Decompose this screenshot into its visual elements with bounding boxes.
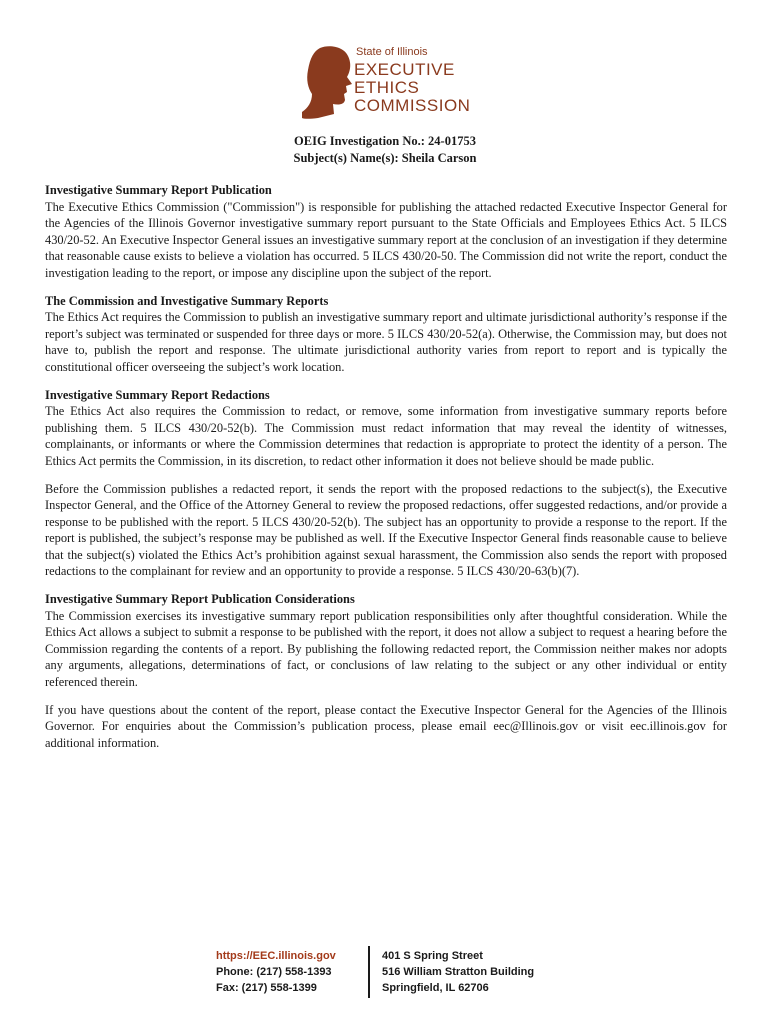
footer-divider	[368, 946, 370, 998]
investigation-number: OEIG Investigation No.: 24-01753	[294, 134, 476, 148]
section-paragraph: The Executive Ethics Commission ("Commission") is responsible for publishing the attached redacted Executive Inspector General for the Agencies of the Illinois Governor investigative summary report pursuant to the State Officials and Employees Ethics Act. 5 ILCS 430/20-52. An Executive Inspector General issues an investigative summary report at the conclusion of an investigation if they determine that reasonable cause exists to believe a violation has occurred. 5 ILCS 430/20-50. The Commission did not write the report, conduct the investigation leading to the report, or impose any discipline upon the subject of the report.	[45, 199, 727, 280]
footer-contact	[216, 948, 361, 996]
address-city: Springfield, IL 62706	[382, 982, 489, 994]
section-publication	[45, 182, 727, 282]
logo-state-text: State of Illinois	[356, 46, 428, 58]
section-paragraph: The Commission exercises its investigative summary report publication responsibilities only after thoughtful consideration. While the Ethics Act allows a subject to submit a response to be published with the report, it does not allow a subject to request a hearing before the Commission regarding the contents of a report. By publishing the following redacted report, the Commission neither makes nor adopts any arguments, allegations, determinations of fact, or conclusions of law relating to the subject or any other individual or entity referenced therein.	[45, 608, 727, 690]
logo-line-2: ETHICS	[354, 78, 420, 97]
section-considerations	[45, 591, 727, 751]
subject-names: Subject(s) Name(s): Sheila Carson	[293, 151, 477, 165]
section-paragraph: Before the Commission publishes a redacted report, it sends the report with the proposed redactions to the subject(s), the Executive Inspector General, and the Office of the Attorney General to review the proposed redactions, offer suggested redactions, and/or provide a response to be published with the report. 5 ILCS 430/20-52(b). The subject has an opportunity to provide a response to the report. If the report is published, the subject’s response may be published as well. If the Executive Inspector General finds reasonable cause to believe that the subject(s) violated the Ethics Act’s prohibition against sexual harassment, the Commission also sends the report with proposed redactions to the complainant for review and an opportunity to provide a response. 5 ILCS 430/20-63(b)(7).	[45, 481, 727, 579]
address-street: 401 S Spring Street	[382, 950, 483, 962]
logo-line-3: COMMISSION	[354, 96, 471, 115]
website-link[interactable]: https://EEC.illinois.gov	[216, 950, 336, 962]
footer-address	[382, 948, 557, 996]
document-body	[45, 182, 727, 762]
lincoln-silhouette-icon	[300, 44, 356, 120]
section-heading: Investigative Summary Report Publication	[45, 183, 272, 197]
section-paragraph: The Ethics Act requires the Commission to publish an investigative summary report and ultimate jurisdictional authority’s response if the report’s subject was terminated or suspended for three days or more. 5 ILCS 430/20-52(a). Otherwise, the Commission may, but does not have to, publish the report and response. The ultimate jurisdictional authority varies from report to report and is typically the constitutional officer overseeing the subject’s work location.	[45, 310, 727, 374]
fax-number: Fax: (217) 558-1399	[216, 982, 317, 994]
section-paragraph: The Ethics Act also requires the Commission to redact, or remove, some information from investigative summary reports before publishing them. 5 ILCS 430/20-52(b). The Commission must redact information that may reveal the identity of witnesses, complainants, or informants or where the Commission determines that redaction is appropriate to protect the identity of a person. The Ethics Act permits the Commission, in its discretion, to redact other information it does not believe should be made public.	[45, 404, 727, 468]
section-paragraph: If you have questions about the content of the report, please contact the Executive Inspector General for the Agencies of the Illinois Governor. For enquiries about the Commission’s publication process, please email eec@Illinois.gov or visit eec.illinois.gov for additional information.	[45, 702, 727, 750]
section-commission-reports	[45, 293, 727, 376]
document-header	[0, 133, 770, 167]
section-redactions	[45, 387, 727, 581]
phone-number: Phone: (217) 558-1393	[216, 966, 332, 978]
logo-line-1: EXECUTIVE	[354, 60, 455, 79]
section-heading: Investigative Summary Report Redactions	[45, 387, 270, 402]
section-heading: The Commission and Investigative Summary Reports	[45, 293, 329, 308]
address-building: 516 William Stratton Building	[382, 966, 535, 978]
page-footer	[216, 946, 556, 998]
section-heading: Investigative Summary Report Publication Considerations	[45, 592, 355, 607]
commission-logo	[300, 44, 475, 120]
